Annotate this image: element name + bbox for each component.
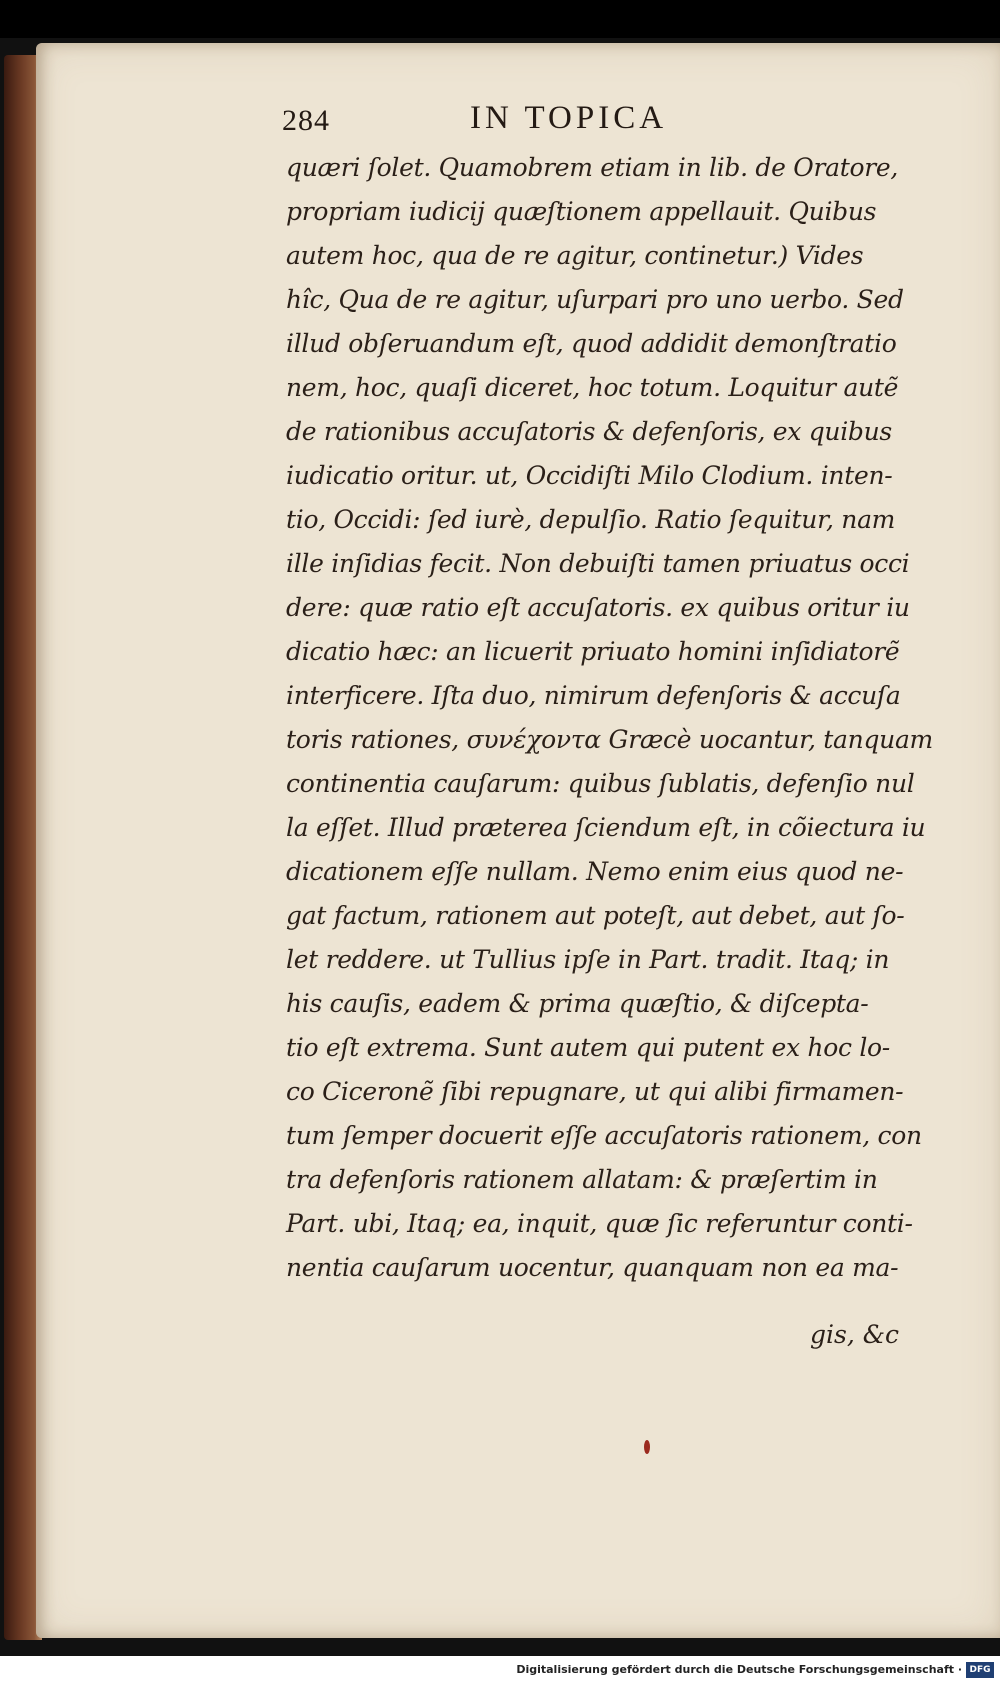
text-line: nentia cauſarum uocentur, quanquam non ea ma- xyxy=(286,1253,899,1282)
text-line: ille inſidias fecit. Non debuiſti tamen priuatus occi xyxy=(286,549,910,578)
text-line: toris rationes, συνέχοντα Græcè uocantur, tanquam xyxy=(286,725,933,754)
page-number: 284 xyxy=(282,104,330,137)
text-line: iudicatio oritur. ut, Occidiſti Milo Clodium. inten- xyxy=(286,461,893,490)
text-line: interficere. Iſta duo, nimirum defenſoris & accuſa xyxy=(286,681,901,710)
text-line: propriam iudicij quæſtionem appellauit. Quibus xyxy=(286,197,877,226)
text-line: autem hoc, qua de re agitur, continetur.) Vides xyxy=(286,241,864,270)
text-line: tum ſemper docuerit eſſe accuſatoris rationem, con xyxy=(286,1121,922,1150)
text-line: de rationibus accuſatoris & defenſoris, ex quibus xyxy=(286,417,892,446)
ink-blot xyxy=(644,1440,650,1454)
text-line: dere: quæ ratio eſt accuſatoris. ex quibus oritur iu xyxy=(286,593,910,622)
digitization-credit: Digitalisierung gefördert durch die Deutsche Forschungsgemeinschaft · xyxy=(516,1663,962,1676)
text-line: la eſſet. Illud præterea ſciendum eſt, in cõiectura iu xyxy=(286,813,926,842)
text-line: hîc, Qua de re agitur, uſurpari pro uno uerbo. Sed xyxy=(286,285,904,314)
text-line: tio eſt extrema. Sunt autem qui putent ex hoc lo- xyxy=(286,1033,890,1062)
body-text xyxy=(286,146,946,1290)
text-line: continentia cauſarum: quibus ſublatis, defenſio nul xyxy=(286,769,915,798)
text-line: let reddere. ut Tullius ipſe in Part. tradit. Itaq; in xyxy=(286,945,890,974)
page-header xyxy=(282,100,782,142)
text-line: gat factum, rationem aut poteſt, aut debet, aut ſo- xyxy=(286,901,905,930)
text-line: co Ciceronẽ ſibi repugnare, ut qui alibi firmamen- xyxy=(286,1077,904,1106)
text-line: quæri ſolet. Quamobrem etiam in lib. de Oratore, xyxy=(286,153,899,182)
digitization-credit-bar xyxy=(0,1656,1000,1686)
running-head: IN TOPICA xyxy=(470,100,668,136)
text-line: nem, hoc, quaſi diceret, hoc totum. Loquitur autẽ xyxy=(286,373,899,402)
text-line: Part. ubi, Itaq; ea, inquit, quæ ſic referuntur conti- xyxy=(286,1209,913,1238)
text-line: dicationem eſſe nullam. Nemo enim eius quod ne- xyxy=(286,857,904,886)
dfg-logo: DFG xyxy=(966,1662,994,1678)
text-line: illud obſeruandum eſt, quod addidit demonſtratio xyxy=(286,329,897,358)
text-line: dicatio hæc: an licuerit priuato homini inſidiatorẽ xyxy=(286,637,900,666)
text-line: tra defenſoris rationem allatam: & præſertim in xyxy=(286,1165,878,1194)
scan-top-border xyxy=(0,0,1000,38)
text-line: his cauſis, eadem & prima quæſtio, & diſcepta- xyxy=(286,989,869,1018)
text-line: tio, Occidi: ſed iurè, depulſio. Ratio ſequitur, nam xyxy=(286,505,896,534)
catchword: gis, &c xyxy=(810,1320,899,1349)
